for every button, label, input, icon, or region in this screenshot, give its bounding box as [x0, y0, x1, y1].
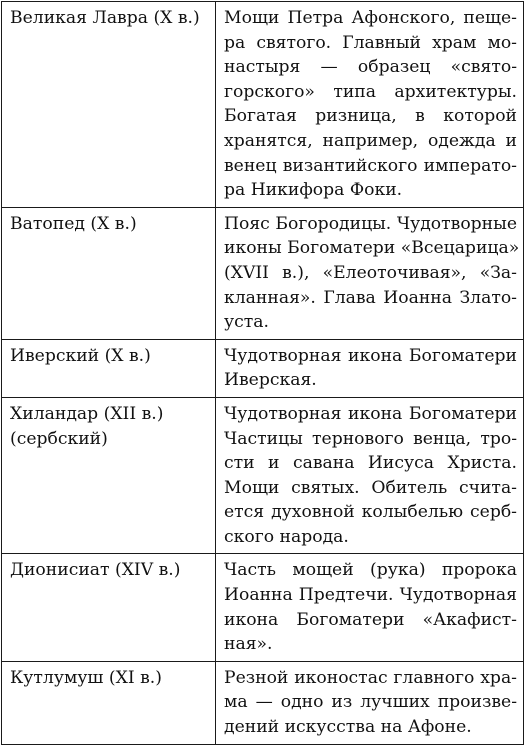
monastery-description-line: Пояс Богородицы. Чудотворные	[224, 213, 517, 234]
monastery-description-cell	[216, 207, 524, 339]
monastery-name-cell	[2, 2, 216, 208]
monastery-description-line: ра святого. Главный храм мо-	[224, 32, 517, 53]
monastery-description-line: уста.	[224, 312, 269, 333]
monastery-description-line: ского народа.	[224, 526, 349, 547]
table-row	[2, 207, 524, 339]
monastery-description-line: горского» типа архитектуры.	[224, 81, 517, 102]
monastery-description-line: ма — одно из лучших произве-	[224, 692, 517, 713]
monastery-description-line: настыря — образец «свято-	[224, 57, 517, 78]
table-row	[2, 661, 524, 744]
monastery-description-line: ная».	[224, 634, 273, 655]
monastery-description-line: Часть мощей (рука) пророка	[224, 560, 517, 581]
monastery-description-line: Иоанна Предтечи. Чудотворная	[224, 585, 517, 606]
monastery-name-line: Иверский (X в.)	[10, 345, 151, 366]
monastery-description-cell	[216, 554, 524, 661]
monastery-name-cell	[2, 554, 216, 661]
monastery-name-cell	[2, 207, 216, 339]
monastery-description-line: ра Никифора Фоки.	[224, 180, 403, 201]
monastery-name-cell	[2, 661, 216, 744]
monastery-name-line: Дионисиат (XIV в.)	[10, 560, 181, 581]
monastery-name-line: Хиландар (XII в.)	[10, 403, 164, 424]
monastery-description-line: Богатая ризница, в которой	[224, 106, 517, 127]
monastery-name-line: Великая Лавра (X в.)	[10, 8, 200, 28]
monastery-description-line: венец византийского императо-	[224, 155, 517, 176]
monastery-description-line: Мощи Петра Афонского, пеще-	[224, 8, 517, 28]
monastery-description-line: ется духовной колыбелью серб-	[224, 502, 517, 523]
monastery-description-line: Иверская.	[224, 370, 317, 391]
monastery-description-line: икона Богоматери «Акафист-	[224, 609, 517, 630]
monastery-description-line: сти и савана Иисуса Христа.	[224, 453, 517, 474]
monastery-description-line: Чудотворная икона Богоматери	[224, 403, 517, 424]
monastery-description-line: хранятся, например, одежда и	[224, 130, 517, 151]
monastery-description-cell	[216, 339, 524, 397]
monastery-description-line: иконы Богоматери «Всецарица»	[224, 238, 520, 259]
monasteries-table	[1, 1, 524, 745]
monastery-name-cell	[2, 339, 216, 397]
monastery-description-line: (XVII в.), «Елеоточивая», «За-	[224, 262, 517, 283]
monastery-description-cell	[216, 397, 524, 554]
monastery-description-cell	[216, 661, 524, 744]
monastery-description-cell	[216, 2, 524, 208]
monastery-name-line: (сербский)	[10, 428, 108, 449]
monastery-name-cell	[2, 397, 216, 554]
monastery-name-line: Кутлумуш (XI в.)	[10, 667, 162, 688]
monastery-description-line: кланная». Глава Иоанна Злато-	[224, 287, 517, 308]
monastery-description-line: Резной иконостас главного хра-	[224, 667, 517, 688]
table-row	[2, 339, 524, 397]
monastery-name-line: Ватопед (X в.)	[10, 213, 137, 234]
monastery-description-line: дений искусства на Афоне.	[224, 717, 472, 738]
monastery-description-line: Чудотворная икона Богоматери	[224, 345, 517, 366]
table-row	[2, 554, 524, 661]
table-body	[2, 2, 524, 745]
monastery-description-line: Мощи святых. Обитель счита-	[224, 477, 517, 498]
table-row	[2, 2, 524, 208]
monastery-description-line: Частицы тернового венца, тро-	[224, 428, 517, 449]
table-row	[2, 397, 524, 554]
